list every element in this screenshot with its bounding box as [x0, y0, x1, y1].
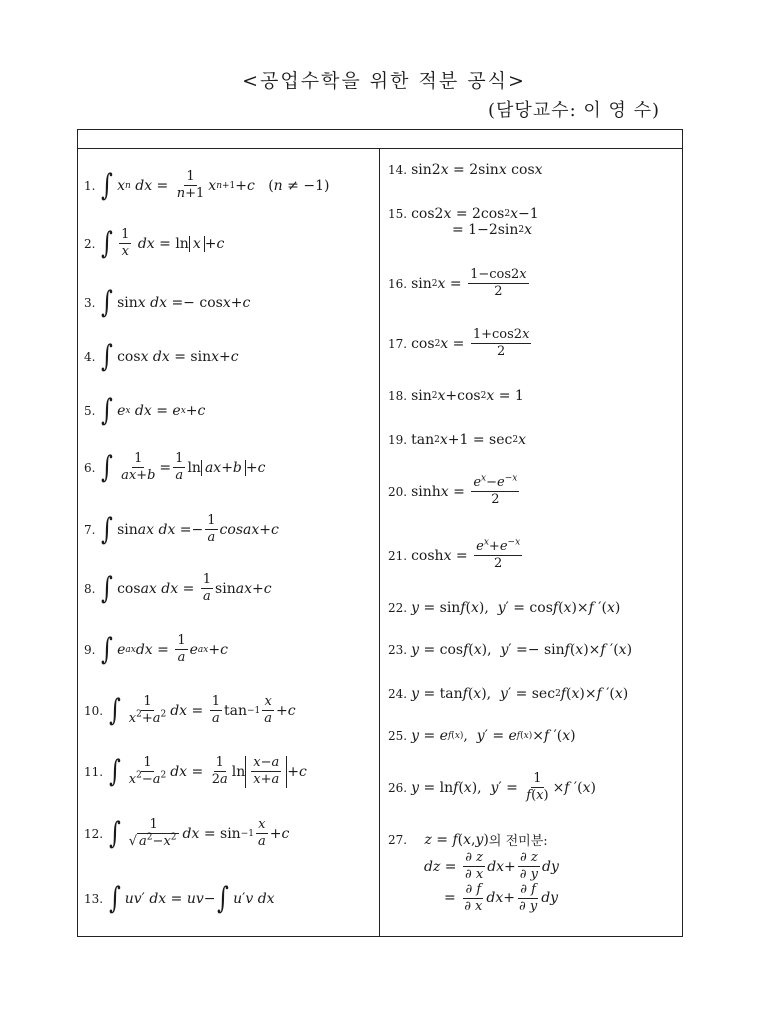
formula-26: 26. y = ln f ( x ), y ′ = 1 f(x) × f ′( x ) — [388, 771, 596, 804]
formula-25: 25. y = e f(x) , y ′ = e f(x) × f ′( x ) — [388, 728, 576, 744]
formula-9: 9. ∫ e ax dx = 1 a e ax + c — [84, 631, 228, 667]
formula-23: 23. y = cos f ( x ), y ′ =− sin f ( x )× f ′( x ) — [388, 642, 633, 658]
formula-3: 3. ∫ sin x dx =− cos x + c — [84, 285, 251, 320]
professor-line: (담당교수: 이 영 수) — [488, 100, 660, 121]
formula-11: 11. ∫ 1 $x^2-a^2$ dx = 1 2a ln $\frac{x-a}{x+a}$ + c — [84, 753, 307, 789]
formula-16: 16. sin 2 x = 1−cos2x 2 — [388, 267, 527, 300]
total-derivative-label: 의 전미분: — [488, 834, 548, 849]
formula-8: 8. ∫ cos ax dx = 1 a sin ax + c — [84, 570, 272, 606]
formula-10: 10. ∫ 1 $x^2+a^2$ dx = 1 a tan −1 x a + c — [84, 692, 296, 728]
column-divider — [379, 148, 380, 937]
formula-13: 13. ∫ uv ′ dx = uv − ∫ u ′ v dx — [84, 881, 275, 916]
formula-21: 21. cosh x = $e^x+e^{-x}$ 2 — [388, 537, 521, 572]
formula-24: 24. y = tan f ( x ), y ′ = sec 2 f ( x )× f ′( x ) — [388, 686, 629, 702]
page-title: <공업수학을 위한 적분 공식> — [242, 70, 526, 92]
formula-table — [77, 129, 683, 937]
formula-18: 18. sin 2 x +cos 2 x = 1 — [388, 388, 524, 404]
formula-14: 14. sin2 x = 2sin x cos x — [388, 162, 543, 178]
formula-7: 7. ∫ sin ax dx =− 1 a cosax + c — [84, 511, 279, 547]
formula-4: 4. ∫ cos x dx = sin x + c — [84, 339, 239, 374]
formula-22: 22. y = sin f ( x ), y ′ = cos f ( x )× f ′( x ) — [388, 600, 621, 616]
formula-2: 2. ∫ 1 x dx = ln x + c — [84, 225, 225, 261]
formula-6: 6. ∫ 1 ax+b = 1 a ln ax+b + c — [84, 449, 266, 485]
formula-15: 15. cos2 x = 2cos 2 x −1 = 1−2sin 2 x — [388, 206, 539, 238]
formula-17: 17. cos 2 x = 1+cos2x 2 — [388, 327, 530, 360]
formula-12: 12. ∫ 1 √ $a^2-x^2$ dx = sin −1 x a + c — [84, 815, 290, 851]
formula-5: 5. ∫ e x dx = e x + c — [84, 393, 206, 428]
formula-19: 19. tan 2 x +1 = sec 2 x — [388, 432, 526, 448]
formula-1: 1. ∫ x n dx = 1 n+1 x n+1 + c ( n ≠ −1) — [84, 167, 330, 203]
table-header-divider — [78, 148, 682, 149]
formula-27: 27. z = f ( x , y ) 의 전미분: dz = ∂ z ∂ x dx + ∂ z ∂ y dy = ∂ f ∂ x dx + ∂ f ∂ y dy — [388, 831, 559, 914]
formula-20: 20. sinh x = $e^x-e^{-x}$ 2 — [388, 473, 518, 508]
